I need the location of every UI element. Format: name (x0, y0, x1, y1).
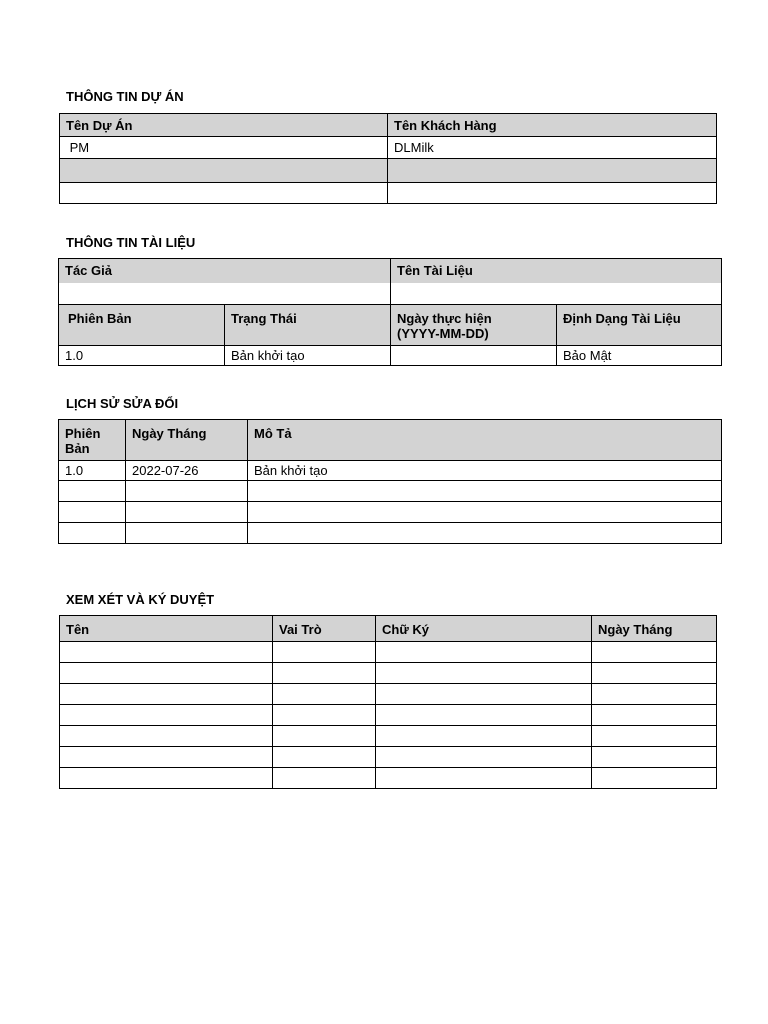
reviewer-role-cell (273, 684, 376, 705)
revision-description-cell (248, 523, 722, 544)
table-row (60, 747, 717, 768)
project-name-header: Tên Dự Án (60, 114, 388, 137)
signature-header: Chữ Ký (376, 616, 592, 642)
doc-info-title: THÔNG TIN TÀI LIỆU (66, 235, 196, 250)
review-approval-table (59, 615, 717, 789)
reviewer-name-cell (60, 684, 273, 705)
table-row (60, 663, 717, 684)
reviewer-name-cell (60, 705, 273, 726)
status-value: Bản khởi tạo (225, 346, 391, 366)
date-header: Ngày thực hiện (YYYY-MM-DD) (391, 305, 557, 346)
review-date-cell (592, 726, 717, 747)
signature-cell (376, 705, 592, 726)
project-info-title: THÔNG TIN DỰ ÁN (66, 89, 184, 104)
revision-date-cell (126, 481, 248, 502)
revision-description-cell: Bản khởi tạo (248, 461, 722, 481)
table-row (60, 726, 717, 747)
client-name-value: DLMilk (388, 137, 717, 159)
project-empty-cell (388, 159, 717, 183)
signature-cell (376, 768, 592, 789)
project-info-table (59, 113, 717, 204)
revision-version-cell (59, 502, 126, 523)
table-row (59, 523, 722, 544)
review-date-cell (592, 747, 717, 768)
review-approval-title: XEM XÉT VÀ KÝ DUYỆT (66, 592, 215, 607)
revision-history-table (58, 419, 722, 544)
version-header: Phiên Bản (59, 305, 225, 346)
project-empty-cell (60, 183, 388, 204)
revision-date-cell (126, 502, 248, 523)
reviewer-role-cell (273, 663, 376, 684)
review-date-cell (592, 684, 717, 705)
reviewer-role-cell (273, 705, 376, 726)
revision-version-cell (59, 523, 126, 544)
revision-description-header: Mô Tả (248, 420, 722, 461)
reviewer-role-cell (273, 642, 376, 663)
status-header: Trạng Thái (225, 305, 391, 346)
review-date-header: Ngày Tháng (592, 616, 717, 642)
table-row (60, 684, 717, 705)
signature-cell (376, 747, 592, 768)
revision-version-header: Phiên Bản (59, 420, 126, 461)
reviewer-name-header: Tên (60, 616, 273, 642)
version-value: 1.0 (59, 346, 225, 366)
format-header: Định Dạng Tài Liệu (557, 305, 722, 346)
reviewer-role-header: Vai Trò (273, 616, 376, 642)
signature-cell (376, 726, 592, 747)
revision-version-cell: 1.0 (59, 461, 126, 481)
project-name-value: PM (60, 137, 388, 159)
review-date-cell (592, 642, 717, 663)
review-date-cell (592, 768, 717, 789)
doc-name-header: Tên Tài Liệu (391, 259, 722, 305)
project-empty-cell (388, 183, 717, 204)
signature-cell (376, 663, 592, 684)
date-value (391, 346, 557, 366)
review-date-cell (592, 705, 717, 726)
table-row (60, 768, 717, 789)
reviewer-name-cell (60, 663, 273, 684)
reviewer-name-cell (60, 768, 273, 789)
revision-description-cell (248, 502, 722, 523)
revision-date-cell: 2022-07-26 (126, 461, 248, 481)
revision-date-header: Ngày Tháng (126, 420, 248, 461)
revision-description-cell (248, 481, 722, 502)
reviewer-name-cell (60, 726, 273, 747)
revision-history-title: LỊCH SỬ SỬA ĐỔI (66, 396, 179, 411)
signature-cell (376, 684, 592, 705)
table-row (59, 502, 722, 523)
table-row (59, 461, 722, 481)
format-value: Bảo Mật (557, 346, 722, 366)
client-name-header: Tên Khách Hàng (388, 114, 717, 137)
reviewer-name-cell (60, 747, 273, 768)
reviewer-name-cell (60, 642, 273, 663)
project-empty-cell (60, 159, 388, 183)
table-row (60, 642, 717, 663)
revision-version-cell (59, 481, 126, 502)
revision-date-cell (126, 523, 248, 544)
signature-cell (376, 642, 592, 663)
review-date-cell (592, 663, 717, 684)
reviewer-role-cell (273, 726, 376, 747)
table-row (59, 481, 722, 502)
doc-info-table (58, 258, 722, 366)
author-header: Tác Giả (59, 259, 391, 305)
reviewer-role-cell (273, 747, 376, 768)
reviewer-role-cell (273, 768, 376, 789)
table-row (60, 705, 717, 726)
